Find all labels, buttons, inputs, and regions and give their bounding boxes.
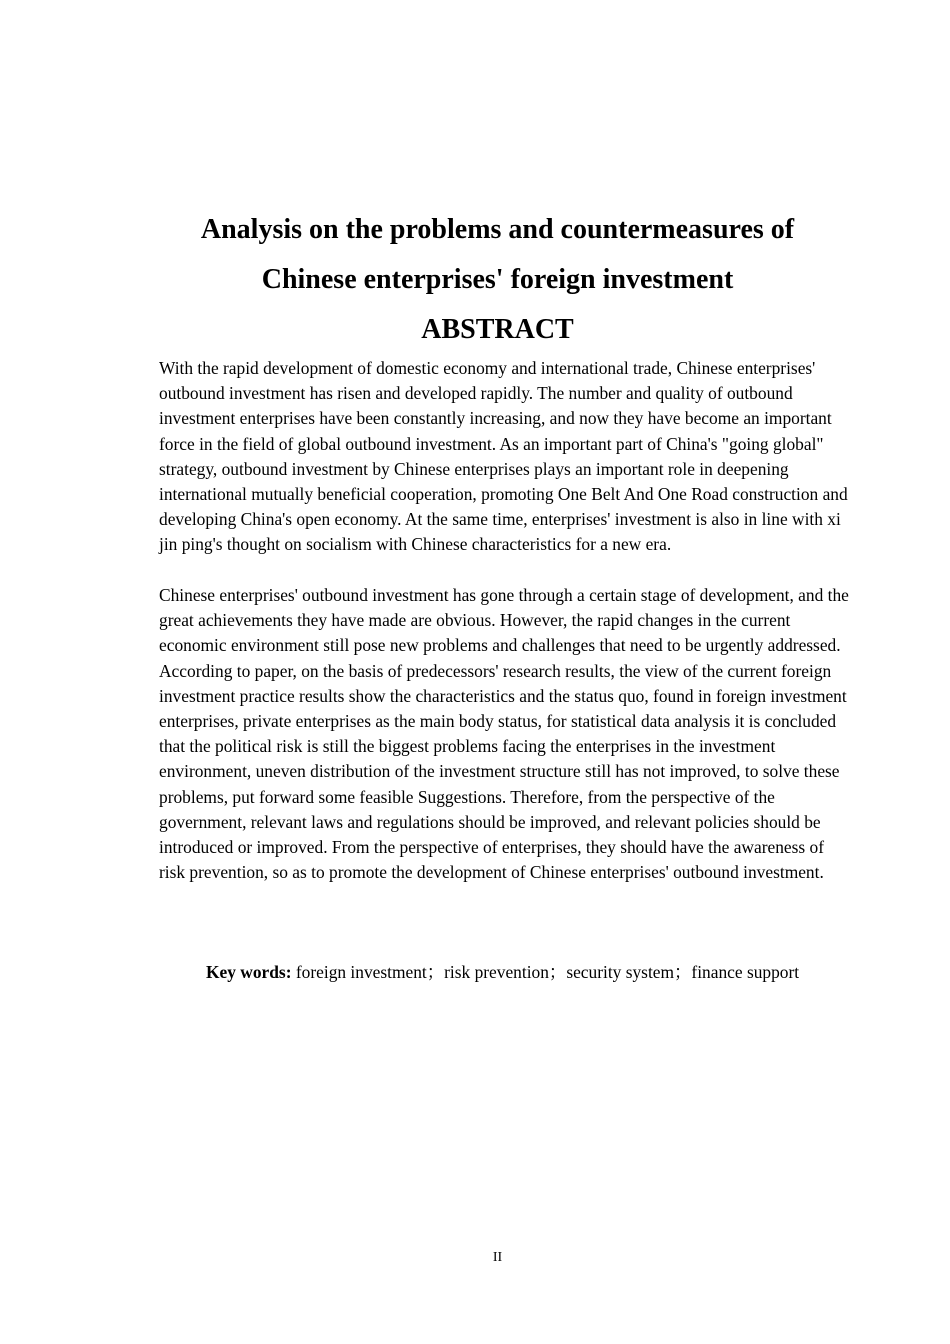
page-number: II (492, 1250, 503, 1265)
abstract-paragraph: Chinese enterprises' outbound investment has gone through a certain stage of development, and the great achievements they have made are obvious. However, the rapid changes in the current economic environment still pose new problems and challenges that need to be urgently addressed. According to paper, on the basis of predecessors' research results, the view of the current foreign investment practice results show the characteristics and the status quo, found in foreign investment enterprises, private enterprises as the main body status, for statistical data analysis it is concluded that the political risk is still the biggest problems facing the enterprises in the investment environment, uneven distribution of the investment structure still has not improved, to solve these problems, put forward some feasible Suggestions. Therefore, from the perspective of the government, relevant laws and regulations should be improved, and relevant policies should be introduced or improved. From the perspective of enterprises, they should have the awareness of risk prevention, so as to promote the development of Chinese enterprises' outbound investment. (159, 585, 849, 883)
abstract-paragraph: With the rapid development of domestic economy and international trade, Chinese enterprises' outbound investment has risen and developed rapidly. The number and quality of outbound investment enterprises have been constantly increasing, and now they have become an important force in the field of global outbound investment. As an important part of China's "going global" strategy, outbound investment by Chinese enterprises plays an important role in deepening international mutually beneficial cooperation, promoting One Belt And One Road construction and developing China's open economy. At the same time, enterprises' investment is also in line with xi jin ping's thought on socialism with Chinese characteristics for a new era. (159, 358, 848, 555)
keywords-line (206, 960, 906, 985)
keywords-label: Key words: (206, 962, 292, 982)
keywords-text: foreign investment；risk prevention；security system；finance support (295, 962, 800, 982)
paper-title-line-1: Analysis on the problems and countermeasures of (200, 214, 795, 245)
abstract-heading: ABSTRACT (421, 314, 574, 345)
paper-title-line-2: Chinese enterprises' foreign investment (261, 264, 734, 295)
